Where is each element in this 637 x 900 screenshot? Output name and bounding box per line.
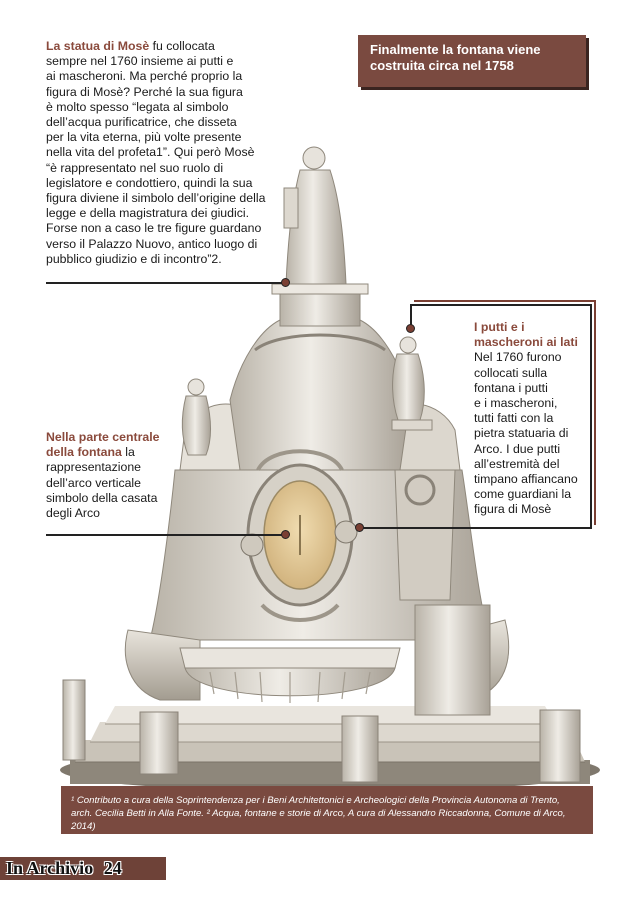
statua-line: figura diviene il simbolo dell’origine della <box>46 191 266 206</box>
statua-line: legge e della magistratura dei giudici. <box>46 206 250 221</box>
statua-connector-line <box>46 282 286 284</box>
statua-line-1-text: fu collocata <box>149 39 215 53</box>
centro-connector-dot <box>281 530 290 539</box>
statua-line: per la vita eterna, più volte presente <box>46 130 242 145</box>
putti-line: e i mascheroni, <box>474 396 558 411</box>
putti-frame-left-drop <box>410 304 412 326</box>
putti-line: all’estremità del <box>474 456 560 471</box>
statue-mose <box>284 147 346 284</box>
putti-line: collocati sulla <box>474 365 548 380</box>
statua-line: Forse non a caso le tre figure guardano <box>46 221 262 236</box>
centro-connector-line <box>46 534 286 536</box>
footer-page-number: 24 <box>103 858 122 878</box>
putti-line: come guardiani la <box>474 487 572 502</box>
statua-line: pubblico giudizio e di incontro”2. <box>46 251 222 266</box>
footnote-box <box>61 786 593 834</box>
putti-line: Nel 1760 furono <box>474 350 562 365</box>
statua-connector-dot <box>281 278 290 287</box>
putti-line: timpano affiancano <box>474 472 578 487</box>
statua-line: sempre nel 1760 insieme ai putti e <box>46 54 234 69</box>
putti-connector-line <box>358 527 592 529</box>
statua-line: “è rappresentato nel suo ruolo di <box>46 160 224 175</box>
statua-line: legislatore e condottiero, quindi la sua <box>46 175 253 190</box>
centro-heading-line-2: della fontana <box>46 445 122 460</box>
footer-label <box>6 857 122 880</box>
centro-line: dell’arco verticale <box>46 475 142 490</box>
centro-text-block <box>46 430 196 521</box>
footnote-line-1: ¹ Contributo a cura della Soprintendenza per i Beni Architettonici e Archeologici della Provincia Autonoma di Trento, <box>71 795 560 806</box>
centro-line-1-text: la <box>121 445 135 460</box>
statua-line: verso il Palazzo Nuovo, antico luogo di <box>46 236 258 251</box>
footer-title: In Archivio <box>6 858 94 878</box>
putti-line: figura di Mosè <box>474 502 552 517</box>
statua-line: figura di Mosè? Perché la sua figura <box>46 84 243 99</box>
putti-connector-dot-bottom <box>355 523 364 532</box>
title-line-1: Finalmente la fontana viene <box>370 42 541 57</box>
centro-line: simbolo della casata <box>46 490 158 505</box>
statua-line: è molto spesso “legata al simbolo <box>46 99 229 114</box>
centro-heading-line-1: Nella parte centrale <box>46 430 160 444</box>
statua-line: ai mascheroni. Ma perché proprio la <box>46 69 243 84</box>
centro-line-1 <box>46 445 196 460</box>
statua-line: nella vita del profeta1”. Qui però Mosè <box>46 145 255 160</box>
statua-line: dell’acqua purificatrice, che disseta <box>46 115 237 130</box>
putti-line: Arco. I due putti <box>474 441 561 456</box>
title-box <box>358 35 586 87</box>
statua-text-block <box>46 39 284 267</box>
centro-line: degli Arco <box>46 506 101 521</box>
fountain-basin <box>180 648 400 703</box>
putti-text-block <box>474 320 592 518</box>
statua-line-1 <box>46 39 284 54</box>
footnote-line-2: arch. Cecilia Betti in Alla Fonte. ² Acqua, fontane e storie di Arco, A cura di Alessandro Riccadonna, Comune di Arco, 2014) <box>71 808 566 832</box>
title-line-2: costruita circa nel 1758 <box>370 58 514 73</box>
statua-heading: La statua di Mosè <box>46 39 150 53</box>
centro-line: rappresentazione <box>46 460 142 475</box>
putti-line: tutti fatti con la <box>474 411 554 426</box>
putti-line: fontana i putti <box>474 380 548 395</box>
putti-heading-line-2: mascheroni ai lati <box>474 335 578 350</box>
putti-connector-dot <box>406 324 415 333</box>
putti-heading-line-1: I putti e i <box>474 320 525 334</box>
putti-line: pietra statuaria di <box>474 426 569 441</box>
